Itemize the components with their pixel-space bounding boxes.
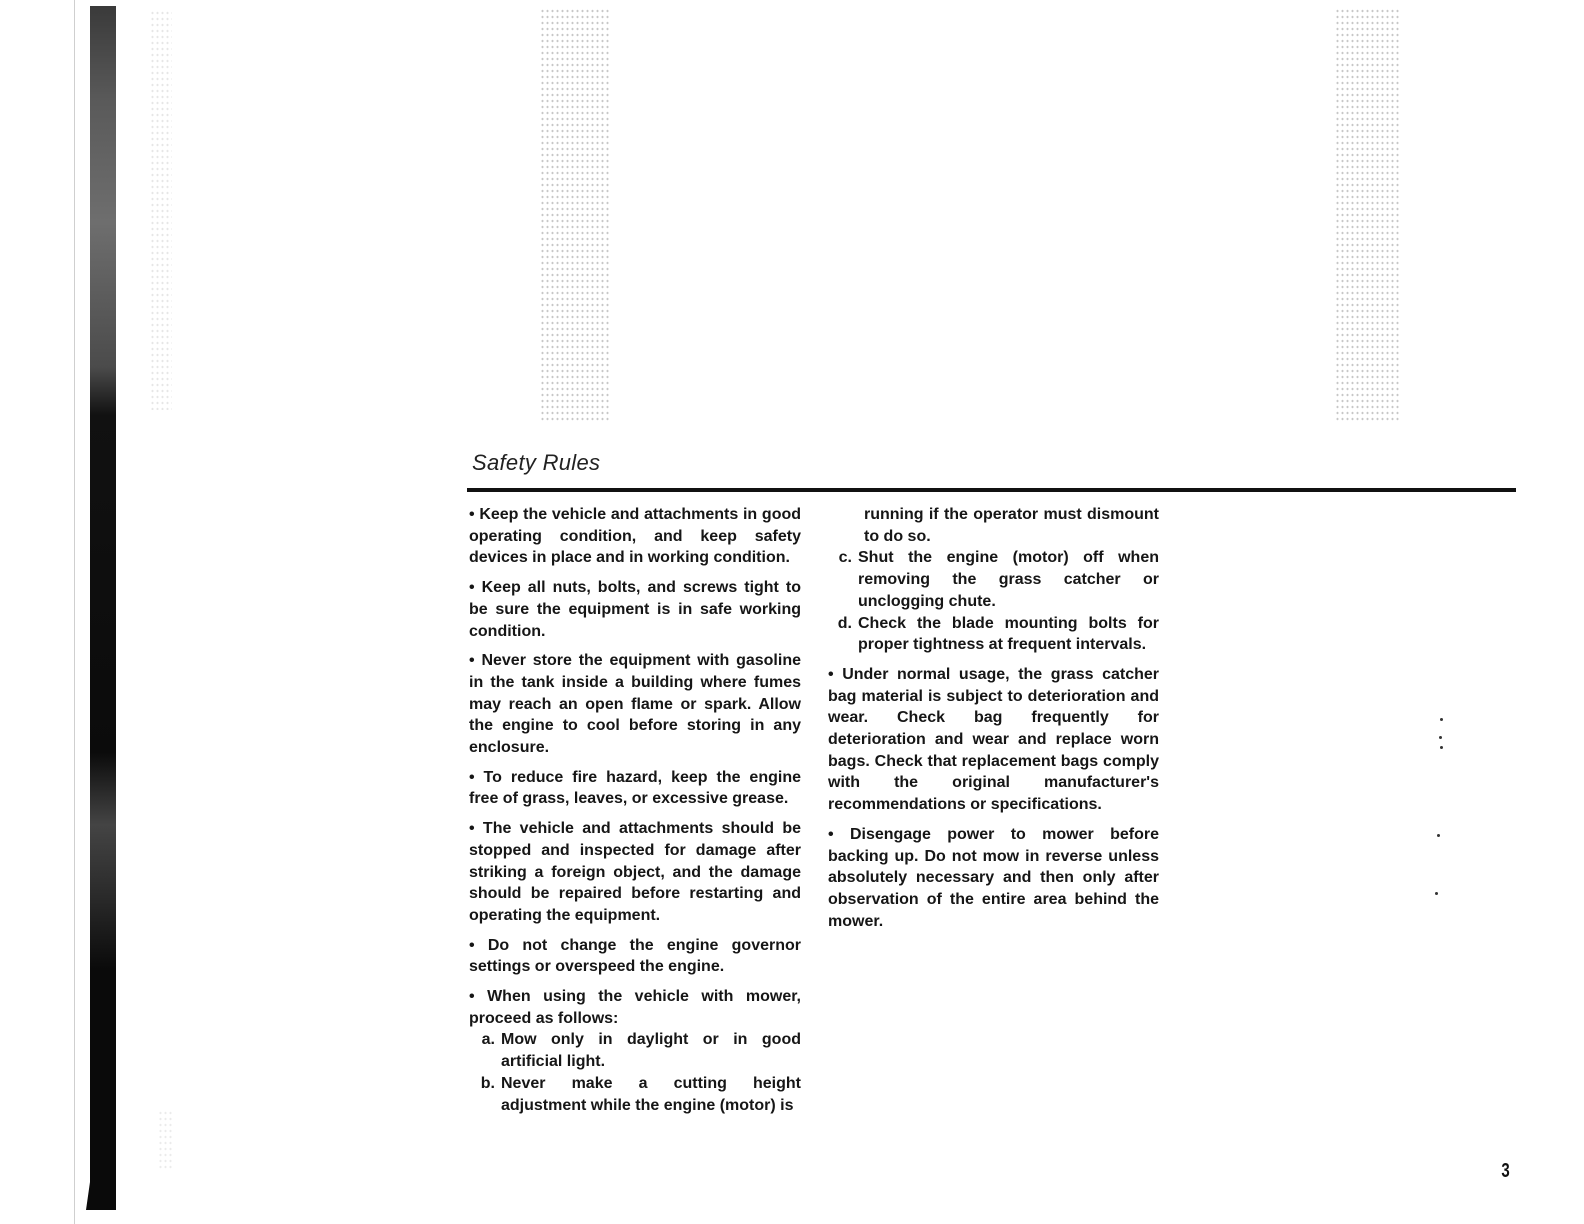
sub-item-text: Mow only in daylight or in good artificial light. bbox=[501, 1031, 801, 1071]
sub-item-text: Never make a cutting height adjustment while the engine (motor) is bbox=[501, 1074, 801, 1114]
binding-line bbox=[74, 0, 75, 1224]
rule-paragraph: • Do not change the engine governor settings or overspeed the engine. bbox=[469, 935, 801, 978]
sub-item-text: Shut the engine (motor) off when removing the grass catcher or unclogging chute. bbox=[858, 549, 1159, 610]
rule-paragraph: • The vehicle and attachments should be stopped and inspected for damage after striking a foreign object, and the damage should be repaired before restarting and operating the equipment. bbox=[469, 818, 801, 927]
page-binding-edge bbox=[90, 6, 116, 1210]
sub-item bbox=[469, 1073, 801, 1116]
scan-speckle-band bbox=[158, 1110, 172, 1170]
sub-item-letter: a. bbox=[481, 1031, 495, 1049]
sub-item bbox=[830, 613, 1159, 656]
rule-paragraph: • When using the vehicle with mower, proceed as follows: bbox=[469, 986, 801, 1029]
rule-paragraph: • Under normal usage, the grass catcher bag material is subject to deterioration and wear. Check bag frequently for deterioration and wear and replace worn bags. Check that replacement bags comply with the original manufacturer's recommendations or specifications. bbox=[828, 664, 1159, 816]
title-rule bbox=[467, 488, 1516, 492]
scan-mark bbox=[1435, 892, 1438, 895]
rule-paragraph: • To reduce fire hazard, keep the engine free of grass, leaves, or excessive grease. bbox=[469, 767, 801, 810]
rule-paragraph: • Keep the vehicle and attachments in good operating condition, and keep safety devices in place and in working condition. bbox=[469, 504, 801, 569]
scan-speckle-band bbox=[1335, 8, 1400, 423]
sub-item-letter: b. bbox=[480, 1074, 495, 1092]
scan-speckle-band bbox=[150, 10, 172, 410]
page-binding-foot bbox=[86, 1140, 96, 1210]
sub-item-letter: d. bbox=[837, 614, 852, 632]
sub-item-continuation: running if the operator must dismount to do so. bbox=[864, 506, 1159, 545]
scan-mark bbox=[1439, 736, 1442, 739]
sub-item bbox=[469, 1029, 801, 1072]
scan-speckle-band bbox=[540, 8, 610, 423]
rule-paragraph: • Never store the equipment with gasoline in the tank inside a building where fumes may reach an open flame or spark. Allow the engine to cool before storing in any enclosure. bbox=[469, 650, 801, 759]
sub-item-letter: c. bbox=[838, 549, 852, 567]
rule-paragraph: • Disengage power to mower before backing up. Do not mow in reverse unless absolutely necessary and then only after observation of the entire area behind the mower. bbox=[828, 824, 1159, 933]
sub-item-text: Check the blade mounting bolts for proper tightness at frequent intervals. bbox=[858, 614, 1159, 654]
scan-mark bbox=[1437, 834, 1440, 837]
scan-mark bbox=[1440, 718, 1443, 721]
page-number: 3 bbox=[1501, 1160, 1510, 1182]
left-column bbox=[469, 504, 801, 1116]
sub-item bbox=[830, 547, 1159, 612]
scan-mark bbox=[1440, 746, 1443, 749]
page-title: Safety Rules bbox=[472, 450, 601, 475]
right-column bbox=[828, 504, 1159, 940]
rule-paragraph: • Keep all nuts, bolts, and screws tight to be sure the equipment is in safe working condition. bbox=[469, 577, 801, 642]
